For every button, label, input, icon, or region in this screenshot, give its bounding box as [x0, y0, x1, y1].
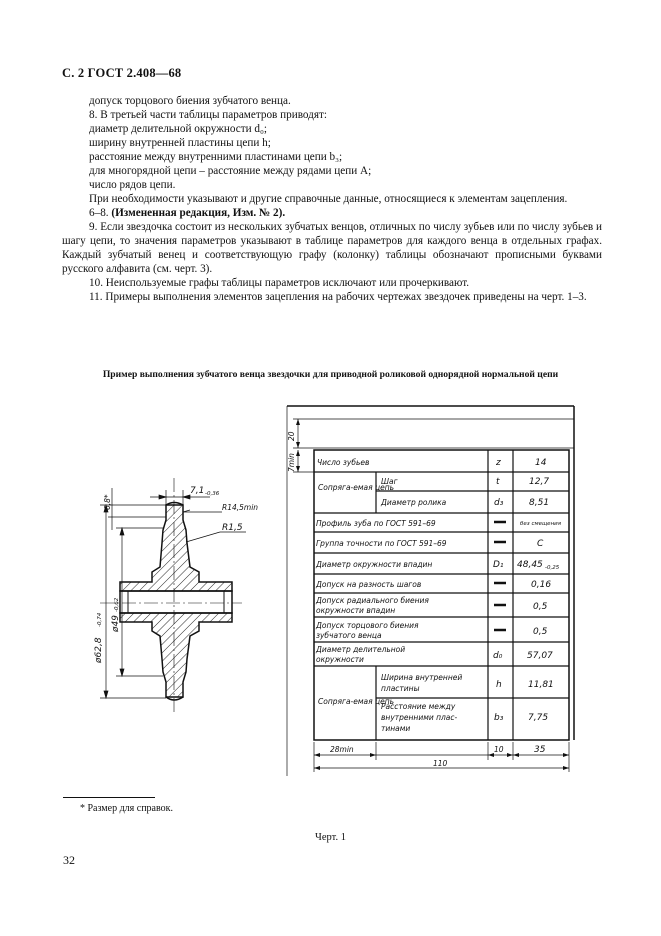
row-pitch-d-value: 57,07 [527, 651, 553, 661]
text-paragraph: 11. Примеры выполнения элементов зацепления на рабочих чертежах звездочек приведены на черт. 1–3. [89, 291, 587, 303]
row-plate-label-2: пластины [381, 684, 420, 693]
row-root-d-label: Диаметр окружности впадин [316, 560, 433, 569]
row-between-label-2: внутренними плас- [381, 713, 458, 722]
inner-diameter-tolerance: -0,62 [114, 597, 120, 612]
row-plate-value: 11,81 [528, 680, 554, 690]
row-root-d-value: 48,45 [517, 560, 543, 570]
footnote-rule [63, 797, 155, 798]
mating-chain-label: Сопряга-емая цепь [318, 483, 395, 492]
figure-caption: Пример выполнения зубчатого венца звездочки для приводной роликовой однорядной нормальной цепи [102, 369, 559, 380]
outer-diameter-label: ø62,8 [94, 637, 104, 663]
dim-row-height: 7min [287, 453, 296, 472]
sprocket-section [100, 478, 242, 712]
row-root-d-symbol: D₁ [493, 560, 504, 570]
dim-total-width: 110 [433, 759, 448, 768]
dim-right-width: 35 [534, 745, 546, 755]
text-line: 8. В третьей части таблицы параметров приводят: [89, 109, 328, 121]
dim-top-height: 20 [287, 431, 296, 441]
radius-label-1: R14,5min [222, 503, 259, 512]
text-line: расстояние между внутренними пластинами цепи b₃; [89, 151, 343, 163]
figure-label: Черт. 1 [315, 832, 346, 843]
row-pitch-value: 12,7 [529, 477, 550, 487]
dim-mid-width: 10 [494, 745, 504, 754]
row-pitch-label: Шаг [381, 477, 398, 486]
row-teeth-value: 14 [535, 458, 547, 468]
page-number: 32 [63, 853, 75, 867]
row-radial-value: 0,5 [533, 602, 548, 612]
row-between-label-3: тинами [381, 724, 411, 733]
row-accuracy-label: Группа точности по ГОСТ 591–69 [316, 539, 447, 548]
row-profile-label: Профиль зуба по ГОСТ 591–69 [316, 519, 436, 528]
row-accuracy-value: С [537, 539, 544, 549]
row-teeth-symbol: z [496, 458, 501, 468]
text-line: ширину внутренней пластины цепи h; [89, 137, 271, 149]
row-pitch-d-label-2: окружности [316, 655, 364, 664]
chamfer-label: 6,8* [103, 494, 112, 510]
row-axial-value: 0,5 [533, 627, 548, 637]
text-line: для многорядной цепи – расстояние между рядами цепи A; [89, 165, 372, 177]
amendment-text: (Измененная редакция, Изм. № 2). [111, 207, 286, 219]
row-teeth-label: Число зубьев [317, 458, 370, 467]
outer-diameter-tolerance: -0,74 [97, 612, 103, 627]
row-plate-symbol: h [496, 680, 502, 690]
row-radial-label-1: Допуск радиального биения [316, 596, 429, 605]
row-radial-label-2: окружности впадин [316, 606, 396, 615]
row-profile-value: без смещения [520, 521, 562, 527]
row-between-symbol: b₃ [494, 713, 504, 723]
row-pitch-symbol: t [496, 477, 500, 487]
dim-left-width: 28min [330, 745, 354, 754]
row-pitch-tol-value: 0,16 [531, 580, 552, 590]
text-line: допуск торцового биения зубчатого венца. [89, 95, 291, 107]
row-axial-label-1: Допуск торцового биения [316, 621, 419, 630]
row-axial-label-2: зубчатого венца [316, 631, 382, 640]
radius-label-2: R1,5 [222, 523, 243, 533]
row-roller-value: 8,51 [529, 498, 550, 508]
text-paragraph: 10. Неиспользуемые графы таблицы параметров исключают или прочеркивают. [89, 277, 470, 289]
width-label: 7,1 [190, 486, 205, 496]
row-pitch-tol-label: Допуск на разность шагов [316, 580, 422, 589]
text-line: число рядов цепи. [89, 179, 176, 191]
width-tolerance: -0,36 [205, 491, 220, 497]
row-between-value: 7,75 [528, 713, 549, 723]
page-header: С. 2 ГОСТ 2.408—68 [62, 66, 182, 80]
row-roller-label: Диаметр ролика [381, 498, 447, 507]
row-plate-label-1: Ширина внутренней [381, 673, 463, 682]
row-pitch-d-symbol: d₀ [493, 651, 503, 661]
row-root-d-tolerance: -0,25 [545, 565, 560, 571]
row-roller-symbol: d₃ [494, 498, 504, 508]
row-between-label-1: Расстояние между [381, 702, 456, 711]
text-line: диаметр делительной окружности d₀; [89, 123, 267, 135]
footnote: * Размер для справок. [80, 803, 173, 814]
mating-chain-label-2: Сопряга-емая цепь [318, 697, 395, 706]
text-paragraph: При необходимости указывают и другие справочные данные, относящиеся к элементам зацепления. [89, 193, 568, 205]
amendment-range: 6–8. [89, 207, 112, 219]
row-pitch-d-label-1: Диаметр делительной [316, 645, 406, 654]
inner-diameter-label: ø49 [111, 615, 121, 632]
text-paragraph: 9. Если звездочка состоит из нескольких зубчатых венцов, отличных по числу зубьев или по числу зубьев и шагу цепи, то значения параметров указывают в таблице параметров для каждого венца в отдельных графах. Каждый зубчатый венец и соответствующую графу (колонку) таблицы обозначают прописными буквами русского алфавита (см. черт. 3). [62, 221, 602, 275]
